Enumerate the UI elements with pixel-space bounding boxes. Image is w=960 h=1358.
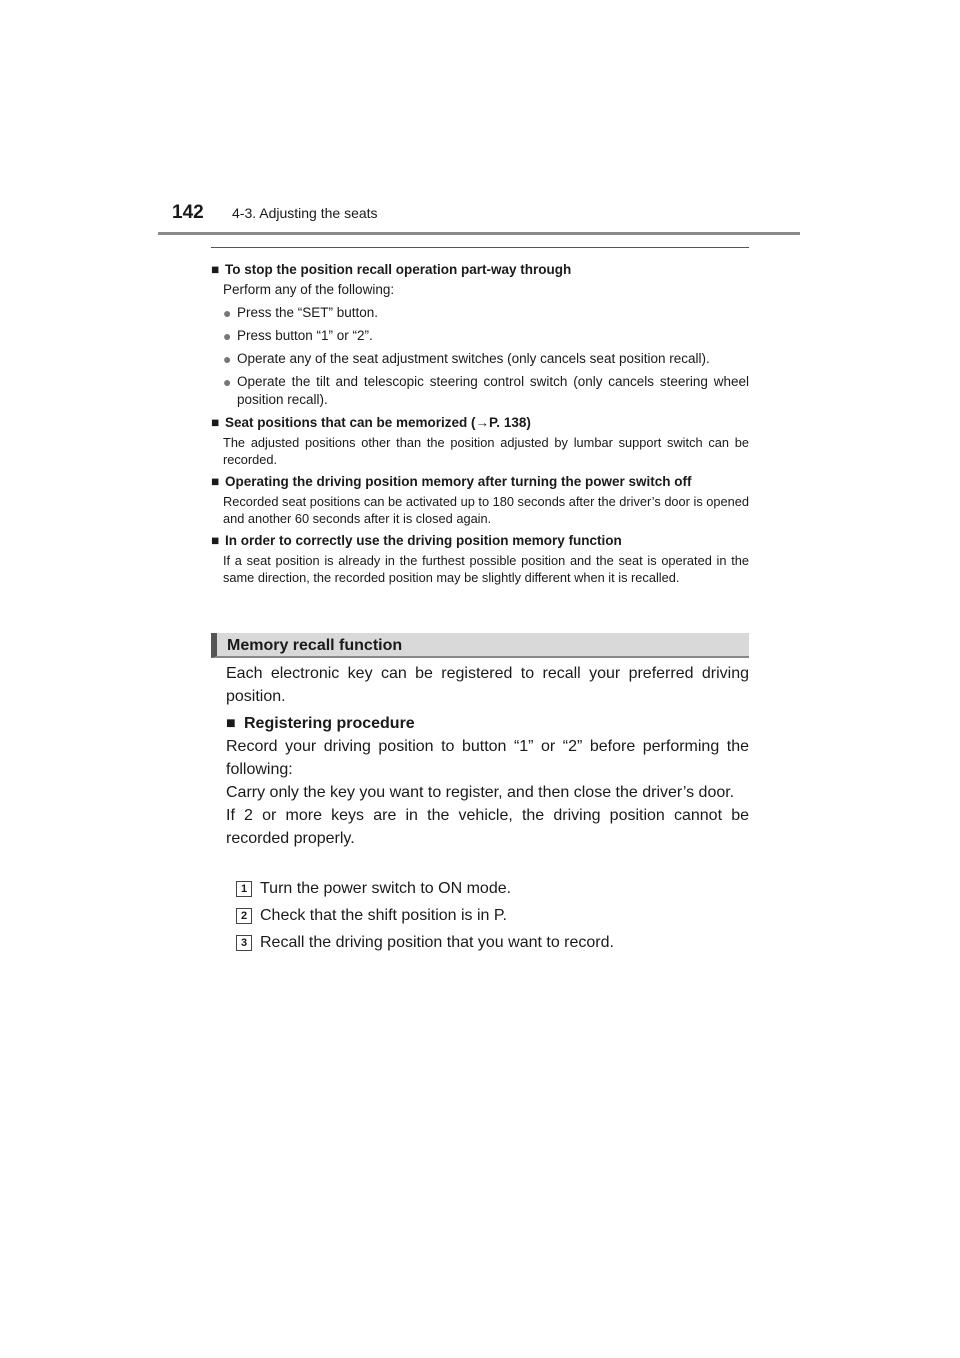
step-3	[236, 934, 614, 952]
section-heading: Memory recall function	[227, 637, 403, 654]
circle-bullet-icon: ●	[223, 374, 232, 390]
step-2	[236, 907, 507, 925]
header-rule	[158, 232, 800, 235]
paragraph: Carry only the key you want to register, and then close the driver’s door.	[226, 784, 735, 801]
list-item: ● Operate any of the seat adjustment switches (only cancels seat position recall).	[223, 351, 710, 367]
paragraph: Record your driving position to button “1” or “2” before performing the following:	[226, 738, 749, 778]
list-item: ● Press the “SET” button.	[223, 305, 379, 321]
note-heading-stop: ■ To stop the position recall operation part-way through	[211, 262, 572, 277]
notes-block	[211, 256, 749, 586]
note-text: If a seat position is already in the furthest possible position and the seat is operated in the same direction, the recorded position may be slightly different when it is recalled.	[223, 553, 749, 585]
note-text: The adjusted positions other than the position adjusted by lumbar support switch can be recorded.	[223, 435, 749, 467]
notes-rule	[211, 247, 749, 248]
list-item: ● Press button “1” or “2”.	[223, 328, 373, 344]
page-header	[172, 202, 378, 224]
note-heading-power-off: ■ Operating the driving position memory after turning the power switch off	[211, 474, 692, 489]
note-heading-memorized: ■ Seat positions that can be memorized (→P. 138)	[211, 415, 531, 430]
step-number-badge: 1	[236, 881, 252, 897]
step-1	[236, 880, 511, 898]
section-heading-bar	[211, 633, 749, 658]
square-bullet-icon: ■	[226, 715, 236, 732]
step-number-badge: 2	[236, 908, 252, 924]
circle-bullet-icon: ●	[223, 351, 232, 367]
circle-bullet-icon: ●	[223, 305, 232, 321]
step-text: Check that the shift position is in P.	[260, 907, 507, 924]
note-heading-correct-use: ■ In order to correctly use the driving position memory function	[211, 533, 622, 548]
intro-paragraph: Each electronic key can be registered to recall your preferred driving position.	[226, 665, 749, 705]
paragraph: If 2 or more keys are in the vehicle, the driving position cannot be recorded properly.	[226, 807, 749, 847]
square-bullet-icon: ■	[211, 262, 220, 277]
page-number: 142	[172, 202, 204, 223]
circle-bullet-icon: ●	[223, 328, 232, 344]
note-intro: Perform any of the following:	[223, 282, 395, 297]
procedure-heading: ■ Registering procedure	[226, 712, 749, 735]
square-bullet-icon: ■	[211, 533, 220, 548]
square-bullet-icon: ■	[211, 474, 220, 489]
section-breadcrumb: 4-3. Adjusting the seats	[232, 205, 378, 221]
note-text: Recorded seat positions can be activated up to 180 seconds after the driver’s door is opened and another 60 seconds after it is closed again.	[223, 494, 749, 526]
list-item: ● Operate the tilt and telescopic steering control switch (only cancels steering wheel position recall).	[223, 374, 749, 407]
step-number-badge: 3	[236, 935, 252, 951]
step-text: Recall the driving position that you want to record.	[260, 934, 614, 951]
main-content	[226, 662, 749, 850]
step-text: Turn the power switch to ON mode.	[260, 880, 512, 897]
square-bullet-icon: ■	[211, 415, 220, 430]
